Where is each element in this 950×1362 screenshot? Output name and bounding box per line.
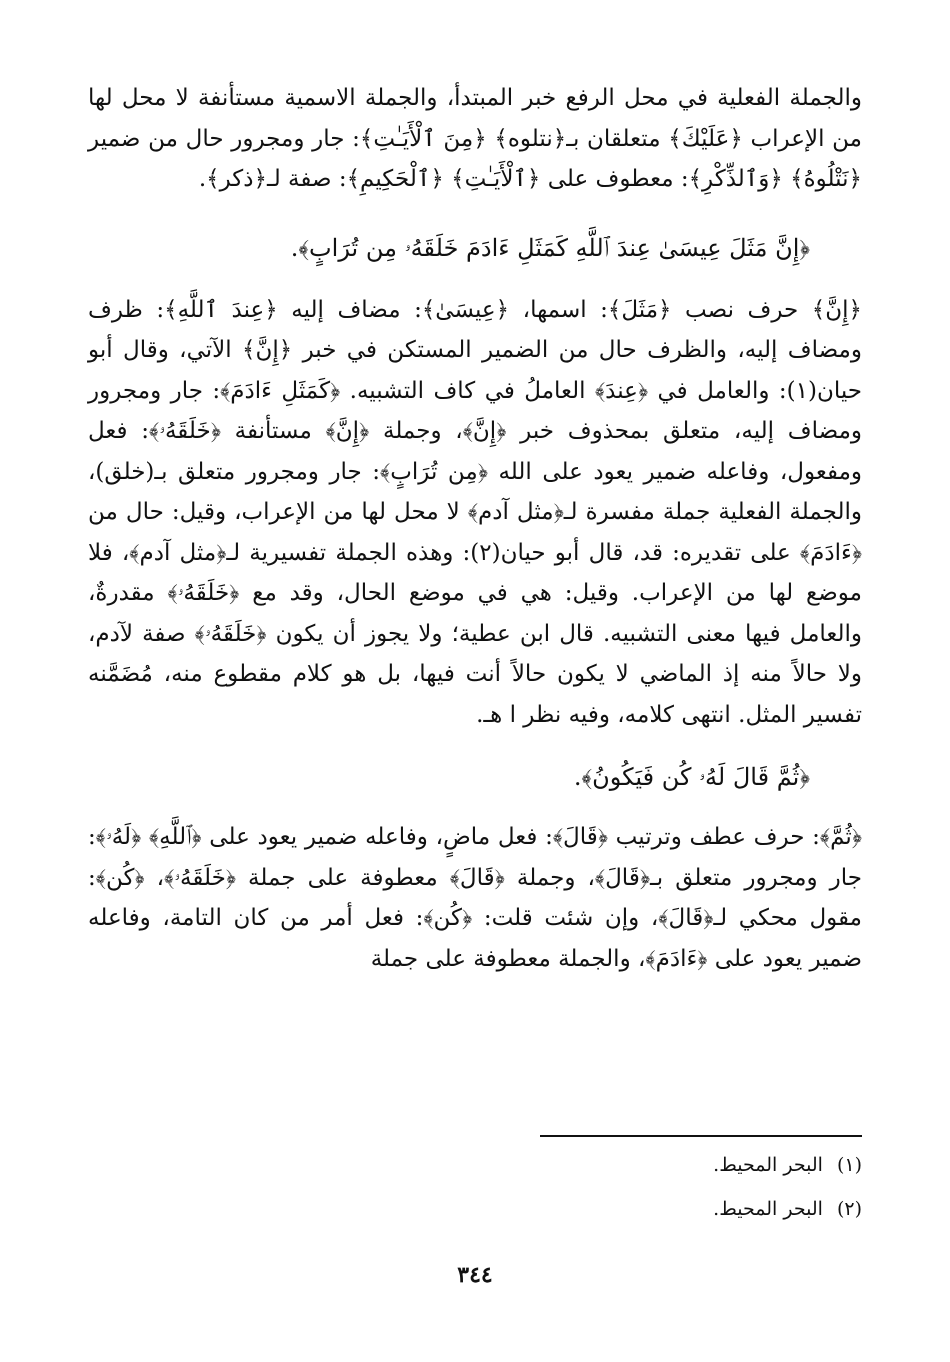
footnote-1 [88, 1153, 862, 1177]
paragraph-3: ﴿ثُمَّ﴾: حرف عطف وترتيب ﴿قَالَ﴾: فعل ماضٍ، وفاعله ضمير يعود على ﴿ٱللَّهِ﴾ ﴿لَهُۥ﴾: جار ومجرور متعلق بـ﴿قَالَ﴾، وجملة ﴿قَالَ﴾ معطوفة على جملة ﴿خَلَقَهُۥ﴾، ﴿كُن﴾: مقول محكي لـ﴿قَالَ﴾، وإن شئت قلت: ﴿كُن﴾: فعل أمر من كان التامة، وفاعله ضمير يعود على ﴿ءَادَمَ﴾، والجملة معطوفة على جملة [88, 824, 862, 972]
footnote-text: البحر المحيط. [713, 1198, 823, 1220]
footnote-separator [540, 1135, 862, 1137]
page-number: ٣٤٤ [457, 1262, 493, 1288]
quran-verse-1: ﴿إِنَّ مَثَلَ عِيسَىٰ عِندَ ٱللَّهِ كَمَثَلِ ءَادَمَ خَلَقَهُۥ مِن تُرَابٍ﴾. [290, 233, 810, 262]
footnote-number: (٢) [836, 1198, 862, 1220]
footnote-2 [88, 1197, 862, 1221]
paragraph-2: ﴿إِنَّ﴾ حرف نصب ﴿مَثَلَ﴾: اسمها، ﴿عِيسَىٰ﴾: مضاف إليه ﴿عِندَ ٱللَّهِ﴾: ظرف ومضاف إليه، والظرف حال من الضمير المستكن في خبر ﴿إِنَّ﴾ الآتي، وقال أبو حيان(١): والعامل في ﴿عِندَ﴾ العاملُ في كاف التشبيه. ﴿كَمَثَلِ ءَادَمَ﴾: جار ومجرور ومضاف إليه، متعلق بمحذوف خبر ﴿إِنَّ﴾، وجملة ﴿إِنَّ﴾ مستأنفة ﴿خَلَقَهُۥ﴾: فعل ومفعول، وفاعله ضمير يعود على الله ﴿مِن تُرَابٍ﴾: جار ومجرور متعلق بـ(خلق)، والجملة الفعلية جملة مفسرة لـ﴿مثل آدم﴾ لا محل لها من الإعراب، وقيل: حال من ﴿ءَادَمَ﴾ على تقديره: قد، قال أبو حيان(٢): وهذه الجملة تفسيرية لـ﴿مثل آدم﴾، فلا موضع لها من الإعراب. وقيل: هي في موضع الحال، وقد مع ﴿خَلَقَهُۥ﴾ مقدرةٌ، والعامل فيها معنى التشبيه. قال ابن عطية؛ ولا يجوز أن يكون ﴿خَلَقَهُۥ﴾ صفة لآدم، ولا حالاً منه إذ الماضي لا يكون حالاً أنت فيها، بل هو كلام مقطوع منه، مُضَمَّنه تفسير المثل. انتهى كلامه، وفيه نظر ا هـ. [88, 296, 862, 728]
footnotes [88, 1153, 862, 1241]
footnote-number: (١) [836, 1154, 862, 1176]
paragraph-1: والجملة الفعلية في محل الرفع خبر المبتدأ، والجملة الاسمية مستأنفة لا محل لها من الإعراب ﴿عَلَيْكَ﴾ متعلقان بـ﴿نتلوه﴾ ﴿مِنَ ٱلْأَيَـٰتِ﴾: جار ومجرور حال من ضمير ﴿نَتْلُوهُ﴾ ﴿وَٱلذِّكْرِ﴾: معطوف على ﴿ٱلْأَيَـٰتِ﴾ ﴿ٱلْحَكِيمِ﴾: صفة لـ﴿ذكر﴾. [88, 85, 862, 192]
quran-verse-2: ﴿ثُمَّ قَالَ لَهُۥ كُن فَيَكُونُ﴾. [573, 763, 810, 791]
document-page [88, 78, 862, 1338]
footnote-text: البحر المحيط. [713, 1154, 823, 1176]
